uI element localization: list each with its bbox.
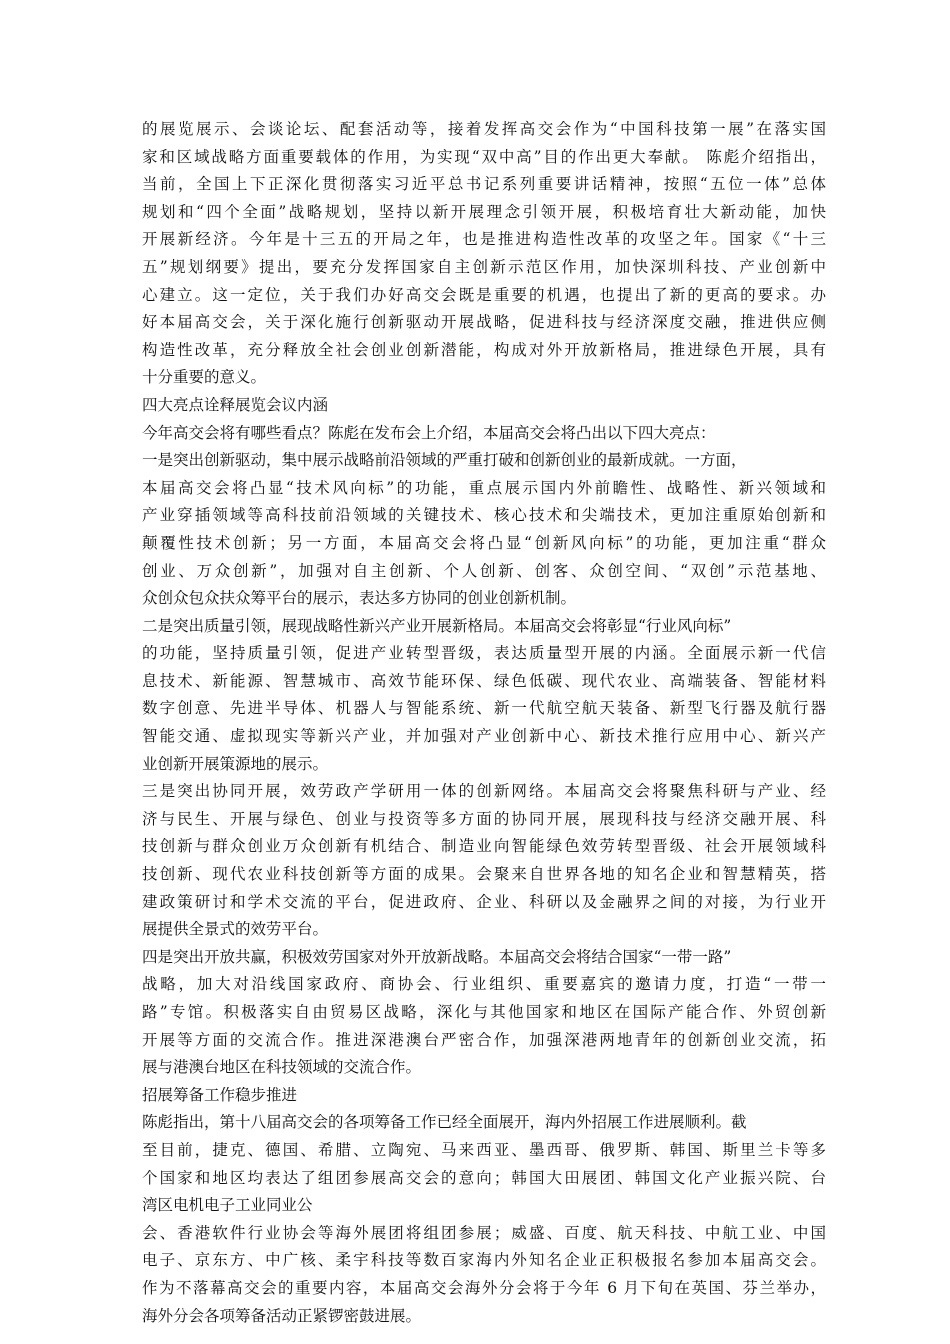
text-line: 规划和“四个全面”战略规划，坚持以新开展理念引领开展，积极培育壮大新动能，加快 [142, 202, 826, 221]
text-line: 至目前，捷克、德国、希腊、立陶宛、马来西亚、墨西哥、俄罗斯、韩国、斯里兰卡等多 [142, 1140, 826, 1159]
text-line: 构造性改革，充分释放全社会创业创新潜能，构成对外开放新格局，推进绿色开展，具有 [142, 340, 826, 359]
text-line: 创业、万众创新”，加强对自主创新、个人创新、创客、众创空间、“双创”示范基地、 [142, 561, 826, 580]
text-line: 建政策研讨和学术交流的平台，促进政府、企业、科研以及金融界之间的对接，为行业开 [142, 892, 826, 911]
text-line: 四大亮点诠释展览会议内涵 [142, 395, 329, 414]
text-line: 技创新、现代农业科技创新等方面的成果。会聚来自世界各地的知名企业和智慧精英，搭 [142, 865, 826, 884]
text-line: 业创新开展策源地的展示。 [142, 754, 329, 773]
text-line: 二是突出质量引领，展现战略性新兴产业开展新格局。本届高交会将彰显“行业风向标” [142, 616, 732, 635]
text-line: 数字创意、先进半导体、机器人与智能系统、新一代航空航天装备、新型飞行器及航行器 [142, 699, 826, 718]
text-line: 会、香港软件行业协会等海外展团将组团参展；威盛、百度、航天科技、中航工业、中国 [142, 1223, 826, 1242]
text-line: 当前，全国上下正深化贯彻落实习近平总书记系列重要讲话精神，按照“五位一体”总体 [142, 175, 826, 194]
text-line: 的功能，坚持质量引领，促进产业转型晋级，表达质量型开展的内涵。全面展示新一代信 [142, 644, 826, 663]
text-line: 今年高交会将有哪些看点？陈彪在发布会上介绍，本届高交会将凸出以下四大亮点： [142, 423, 716, 442]
text-line: 展提供全景式的效劳平台。 [142, 920, 329, 939]
text-line: 开展新经济。今年是十三五的开局之年，也是推进构造性改革的攻坚之年。国家《“十三 [142, 230, 826, 249]
text-line: 个国家和地区均表达了组团参展高交会的意向；韩国大田展团、韩国文化产业振兴院、台 [142, 1168, 826, 1187]
text-line: 展与港澳台地区在科技领域的交流合作。 [142, 1058, 422, 1077]
text-line: 作为不落幕高交会的重要内容，本届高交会海外分会将于今年 6 月下旬在英国、芬兰举办， [142, 1278, 826, 1297]
text-line: 产业穿插领域等高科技前沿领域的关键技术、核心技术和尖端技术，更加注重原始创新和 [142, 506, 826, 525]
text-line: 陈彪指出，第十八届高交会的各项筹备工作已经全面展开，海内外招展工作进展顺利。截 [142, 1113, 747, 1132]
text-line: 息技术、新能源、智慧城市、高效节能环保、绿色低碳、现代农业、高端装备、智能材料 [142, 671, 826, 690]
text-line: 十分重要的意义。 [142, 368, 267, 387]
text-line: 战略，加大对沿线国家政府、商协会、行业组织、重要嘉宾的邀请力度，打造“一带一 [142, 975, 826, 994]
text-line: 技创新与群众创业万众创新有机结合、制造业向智能绿色效劳转型晋级、社会开展领域科 [142, 837, 826, 856]
text-line: 电子、京东方、中广核、柔宇科技等数百家海内外知名企业正积极报名参加本届高交会。 [142, 1251, 826, 1270]
text-line: 好本届高交会，关于深化施行创新驱动开展战略，促进科技与经济深度交融，推进供应侧 [142, 313, 826, 332]
text-line: 家和区域战略方面重要载体的作用，为实现“双中高”目的作出更大奉献。 陈彪介绍指出， [142, 147, 826, 166]
text-line: 五”规划纲要》提出，要充分发挥国家自主创新示范区作用，加快深圳科技、产业创新中 [142, 257, 826, 276]
text-line: 众创众包众扶众筹平台的展示，表达多方协同的创业创新机制。 [142, 589, 577, 608]
text-line: 智能交通、虚拟现实等新兴产业，并加强对产业创新中心、新技术推行应用中心、新兴产 [142, 727, 826, 746]
text-line: 心建立。这一定位，关于我们办好高交会既是重要的机遇，也提出了新的更高的要求。办 [142, 285, 826, 304]
text-line: 颠覆性技术创新；另一方面，本届高交会将凸显“创新风向标”的功能，更加注重“群众 [142, 533, 826, 552]
text-line: 四是突出开放共赢，积极效劳国家对外开放新战略。本届高交会将结合国家“一带一路” [142, 947, 732, 966]
text-line: 济与民生、开展与绿色、创业与投资等多方面的协同开展，展现科技与经济交融开展、科 [142, 809, 826, 828]
text-line: 的展览展示、会谈论坛、配套活动等，接着发挥高交会作为“中国科技第一展”在落实国 [142, 120, 826, 138]
text-line: 海外分会各项筹备活动正紧锣密鼓进展。 [142, 1306, 422, 1325]
text-line: 湾区电机电子工业同业公 [142, 1196, 313, 1215]
text-line: 本届高交会将凸显“技术风向标”的功能，重点展示国内外前瞻性、战略性、新兴领域和 [142, 478, 826, 497]
text-line: 开展等方面的交流合作。推进深港澳台严密合作，加强深港两地青年的创新创业交流，拓 [142, 1030, 826, 1049]
text-line: 三是突出协同开展，效劳政产学研用一体的创新网络。本届高交会将聚焦科研与产业、经 [142, 782, 826, 801]
text-line: 一是突出创新驱动，集中展示战略前沿领域的严重打破和创新创业的最新成就。一方面， [142, 451, 747, 470]
document-body [142, 116, 826, 1330]
text-line: 招展筹备工作稳步推进 [142, 1085, 298, 1104]
text-line: 路”专馆。积极落实自由贸易区战略，深化与其他国家和地区在国际产能合作、外贸创新 [142, 1003, 826, 1021]
